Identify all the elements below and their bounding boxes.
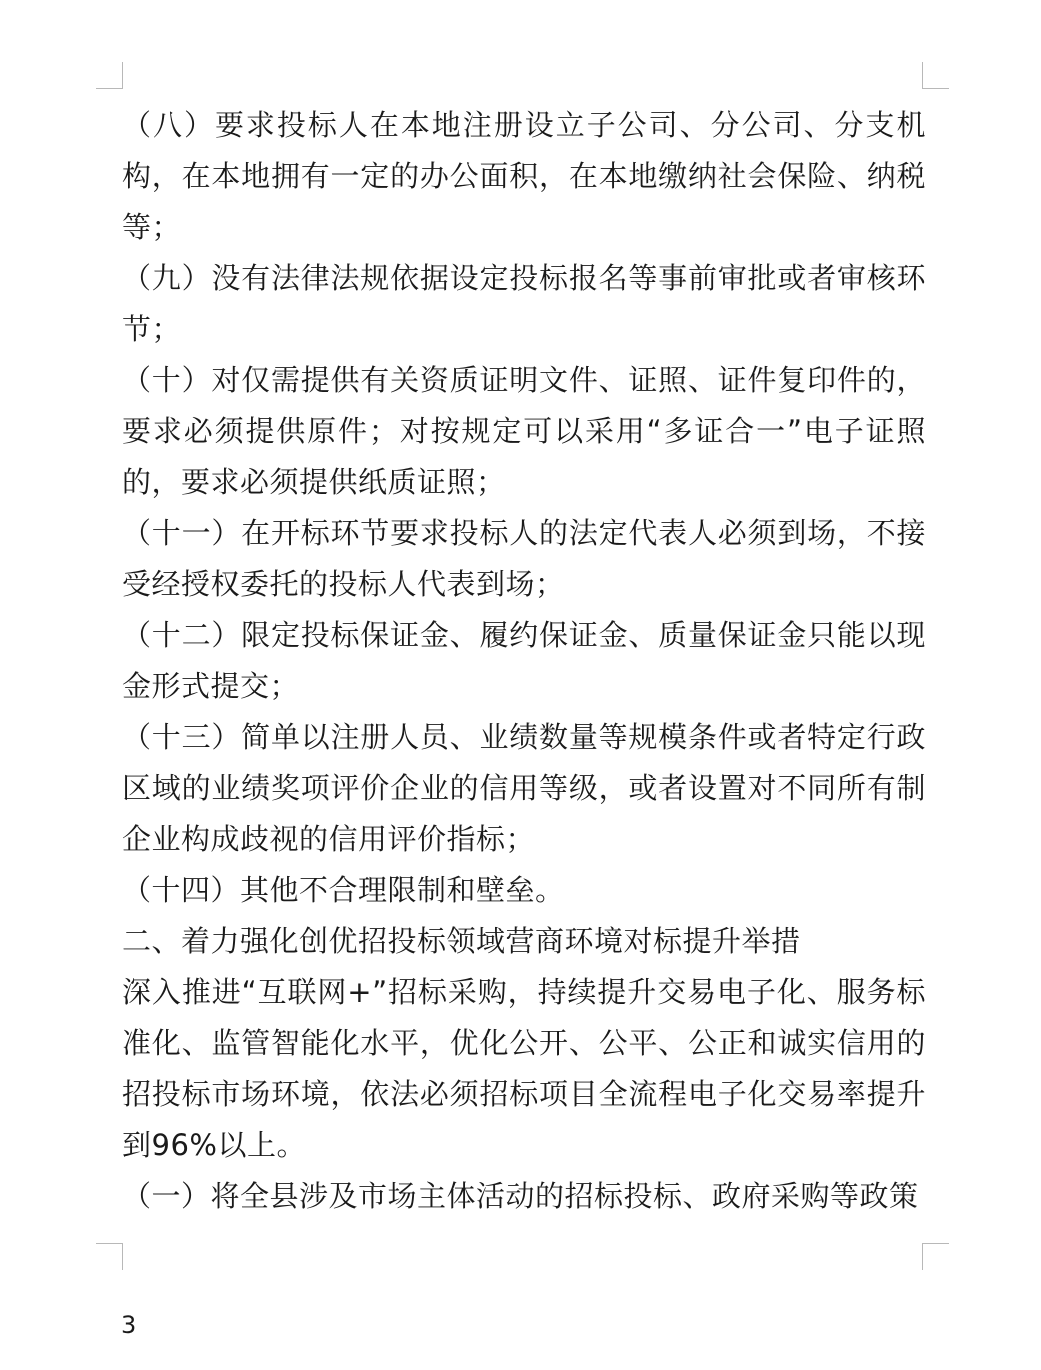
paragraph-item-13: （十三）简单以注册人员、业绩数量等规模条件或者特定行政区域的业绩奖项评价企业的信用等级，或者设置对不同所有制企业构成歧视的信用评价指标； (122, 720, 926, 856)
paragraph-item-12: （十二）限定投标保证金、履约保证金、质量保证金只能以现金形式提交； (122, 618, 926, 703)
paragraph-item-1: （一）将全县涉及市场主体活动的招标投标、政府采购等政策 (122, 1179, 919, 1213)
document-body (122, 100, 926, 1222)
page-number: 3 (121, 1311, 137, 1339)
paragraph-item-11: （十一）在开标环节要求投标人的法定代表人必须到场，不接受经授权委托的投标人代表到场； (122, 516, 926, 601)
margin-corner-bottom-left (96, 1243, 123, 1270)
section-intro-paragraph: 深入推进“互联网+”招标采购，持续提升交易电子化、服务标准化、监管智能化水平，优化公开、公平、公正和诚实信用的招投标市场环境，依法必须招标项目全流程电子化交易率提升到96%以上。 (122, 975, 926, 1162)
paragraph-item-9: （九）没有法律法规依据设定投标报名等事前审批或者审核环节； (122, 261, 926, 346)
margin-corner-bottom-right (922, 1243, 949, 1270)
paragraph-item-10: （十）对仅需提供有关资质证明文件、证照、证件复印件的，要求必须提供原件；对按规定可以采用“多证合一”电子证照的，要求必须提供纸质证照； (122, 363, 926, 499)
paragraph-item-14: （十四）其他不合理限制和壁垒。 (122, 873, 565, 907)
paragraph-item-8: （八）要求投标人在本地注册设立子公司、分公司、分支机构，在本地拥有一定的办公面积，在本地缴纳社会保险、纳税等； (122, 108, 926, 244)
margin-corner-top-left (96, 62, 123, 89)
section-heading-2: 二、着力强化创优招投标领域营商环境对标提升举措 (122, 924, 801, 958)
margin-corner-top-right (922, 62, 949, 89)
